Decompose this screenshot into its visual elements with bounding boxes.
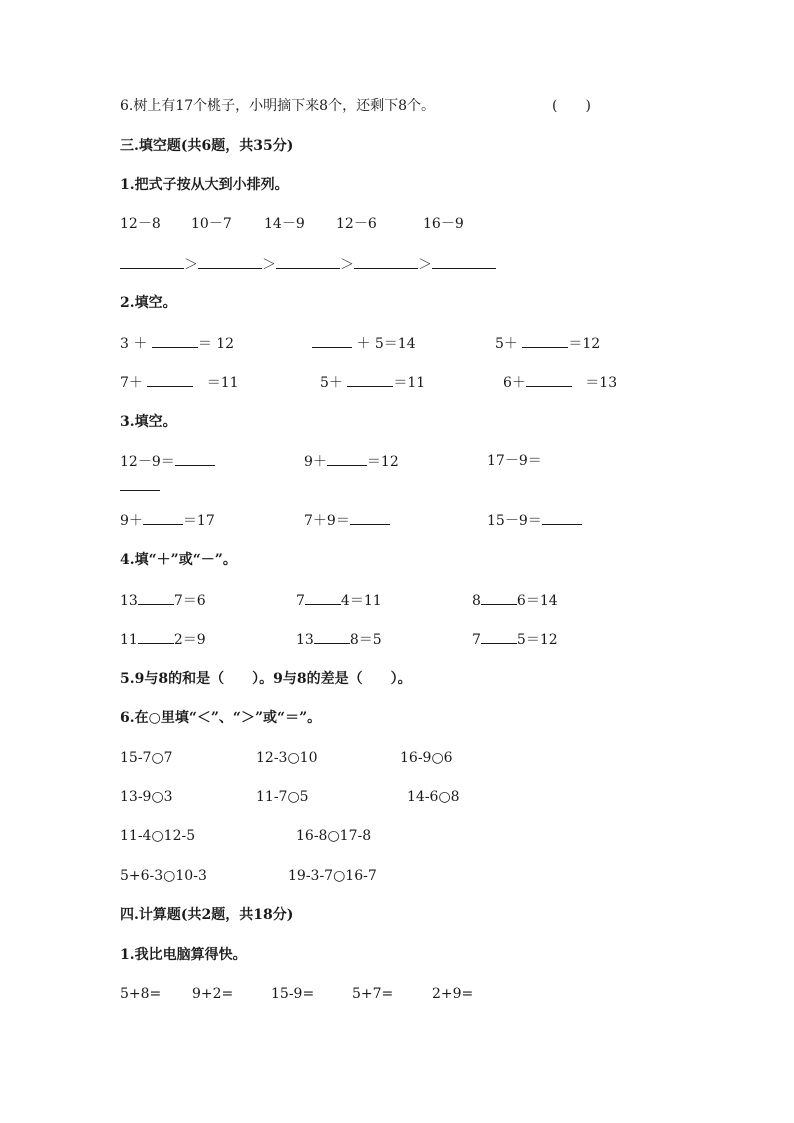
compare-item: 16-9○6 — [400, 750, 453, 766]
order-chain — [120, 254, 496, 275]
calc-item: 5+8= — [120, 986, 162, 1002]
q4-r2-c: 7 5＝12 — [472, 629, 558, 650]
q3-r1-b: 9＋ ＝12 — [304, 451, 399, 472]
q4-r2-b: 13 8＝5 — [296, 629, 382, 650]
q4-r1-a: 13 7＝6 — [120, 590, 206, 611]
expr-4: 12－6 — [336, 216, 377, 232]
blank[interactable] — [327, 451, 367, 466]
q2-r2-a: 7＋ ＝11 — [120, 372, 239, 393]
gt-symbol: ＞ — [418, 257, 432, 273]
q4-title: 4.填“＋”或“－”。 — [120, 552, 237, 568]
q2-title: 2.填空。 — [120, 295, 177, 311]
blank[interactable] — [138, 590, 174, 605]
q2-r2-b: 5＋ ＝11 — [320, 372, 425, 393]
q1-title: 1.把式子按从大到小排列。 — [120, 177, 289, 193]
expr-2: 10－7 — [191, 216, 232, 232]
blank[interactable] — [481, 590, 517, 605]
blank[interactable] — [147, 372, 193, 387]
calc-item: 5+7= — [352, 986, 394, 1002]
blank[interactable] — [526, 372, 572, 387]
expr-5: 16－9 — [423, 216, 464, 232]
compare-item: 16-8○17-8 — [296, 828, 372, 844]
q3-r1-c-blank — [120, 476, 160, 497]
expr-3: 14－9 — [264, 216, 305, 232]
q2-r1-a: 3 ＋ ＝ 12 — [120, 333, 234, 354]
q4-r1-b: 7 4＝11 — [296, 590, 382, 611]
compare-item: 12-3○10 — [256, 750, 318, 766]
q3-r2-a: 9＋ ＝17 — [120, 510, 215, 531]
compare-item: 11-4○12-5 — [120, 828, 196, 844]
blank[interactable] — [350, 510, 390, 525]
q4-r1-c: 8 6＝14 — [472, 590, 558, 611]
blank[interactable] — [312, 333, 352, 348]
blank-2[interactable] — [198, 254, 262, 269]
q3-r2-c: 15－9＝ — [487, 510, 582, 531]
compare-item: 5+6-3○10-3 — [120, 868, 207, 884]
calc1-title: 1.我比电脑算得快。 — [120, 947, 247, 963]
gt-symbol: ＞ — [340, 257, 354, 273]
q5-text: 5.9与8的和是（ ）。9与8的差是（ ）。 — [120, 671, 412, 687]
compare-item: 15-7○7 — [120, 750, 173, 766]
gt-symbol: ＞ — [184, 257, 198, 273]
calc-item: 15-9= — [271, 986, 315, 1002]
blank[interactable] — [120, 476, 160, 491]
calc-item: 2+9= — [432, 986, 474, 1002]
blank[interactable] — [138, 629, 174, 644]
compare-item: 14-6○8 — [407, 789, 460, 805]
blank[interactable] — [481, 629, 517, 644]
expr-1: 12－8 — [120, 216, 161, 232]
q4-r2-a: 11 2＝9 — [120, 629, 206, 650]
blank[interactable] — [347, 372, 393, 387]
gt-symbol: ＞ — [262, 257, 276, 273]
blank[interactable] — [152, 333, 198, 348]
blank[interactable] — [143, 510, 183, 525]
q3-r2-b: 7＋9＝ — [304, 510, 390, 531]
blank-4[interactable] — [354, 254, 418, 269]
q3-title: 3.填空。 — [120, 414, 177, 430]
section-4-title: 四.计算题(共2题，共18分) — [120, 907, 294, 923]
blank-1[interactable] — [120, 254, 184, 269]
q6-title: 6.在○里填“＜”、“＞”或“＝”。 — [120, 710, 322, 726]
blank[interactable] — [522, 333, 568, 348]
q3-r1-a: 12－9＝ — [120, 451, 215, 472]
question-6-previous — [120, 96, 435, 116]
blank[interactable] — [175, 451, 215, 466]
blank[interactable] — [314, 629, 350, 644]
compare-item: 19-3-7○16-7 — [288, 868, 377, 884]
blank-3[interactable] — [276, 254, 340, 269]
blank[interactable] — [542, 510, 582, 525]
compare-item: 13-9○3 — [120, 789, 173, 805]
q2-r1-b: ＋ 5＝14 — [312, 333, 416, 354]
q2-r2-c: 6＋ ＝13 — [503, 372, 617, 393]
blank[interactable] — [305, 590, 341, 605]
question-text: 6.树上有17个桃子，小明摘下来8个，还剩下8个。 — [120, 98, 435, 114]
compare-item: 11-7○5 — [256, 789, 309, 805]
q2-r1-c: 5＋ ＝12 — [495, 333, 600, 354]
blank-5[interactable] — [432, 254, 496, 269]
section-3-title: 三.填空题(共6题，共35分) — [120, 138, 294, 154]
answer-bracket: ( ) — [552, 98, 591, 114]
calc-item: 9+2= — [192, 986, 234, 1002]
q3-r1-c: 17－9＝ — [487, 453, 542, 469]
